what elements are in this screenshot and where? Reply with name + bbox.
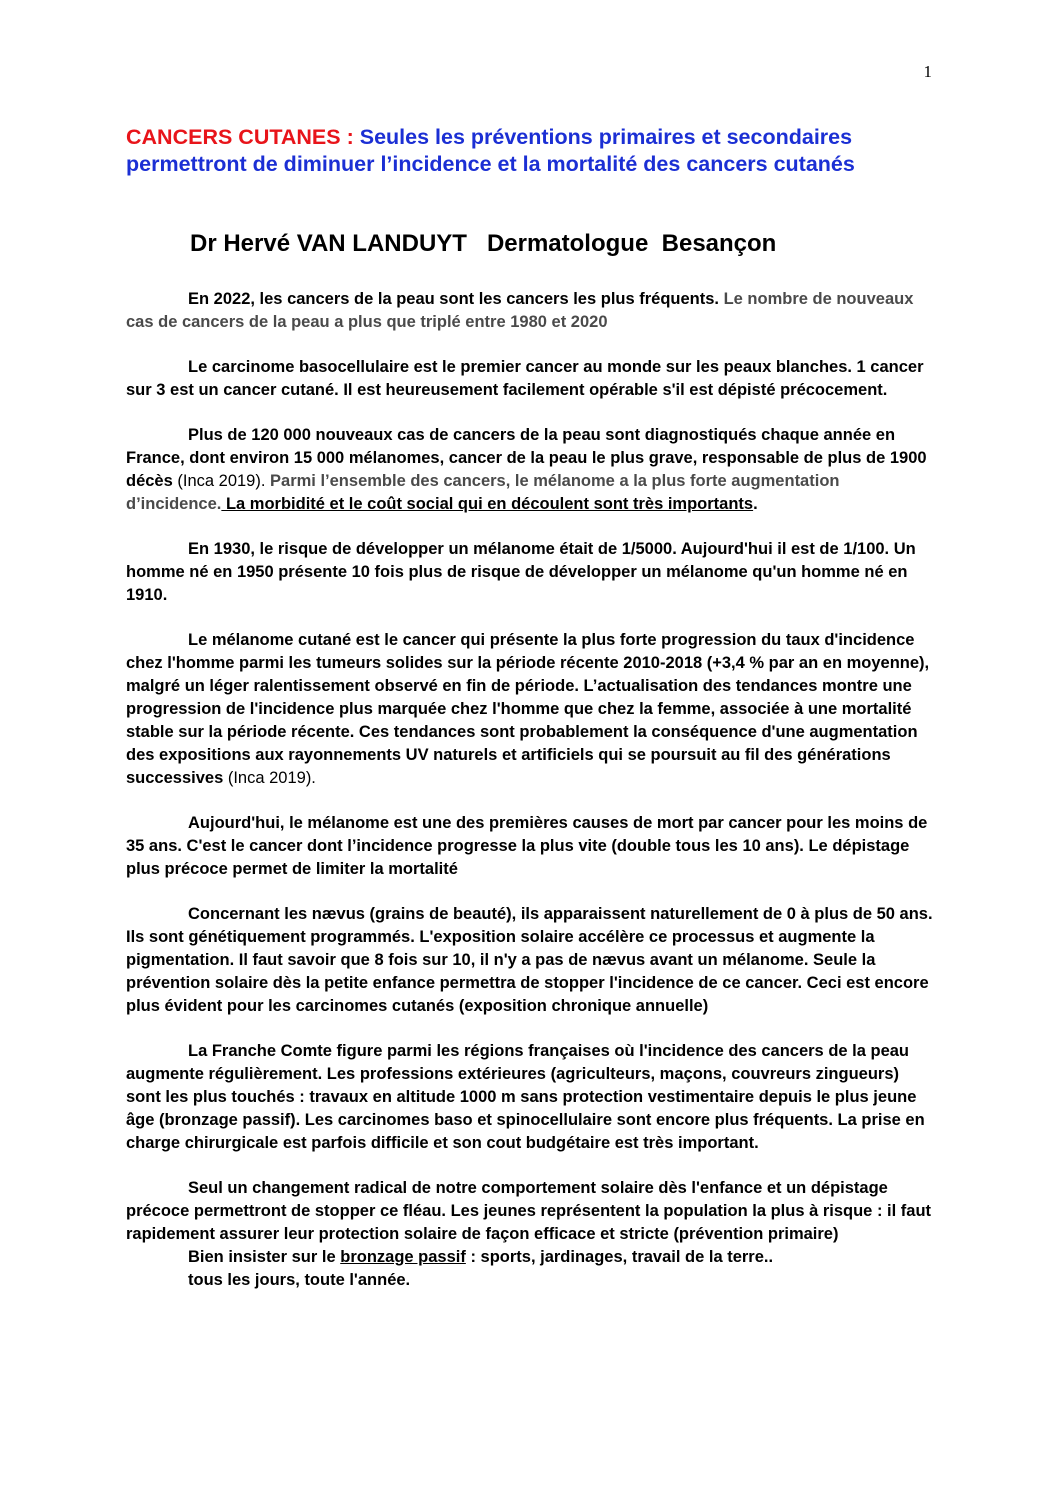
paragraph-1: En 2022, les cancers de la peau sont les cancers les plus fréquents. Le nombre de nouveaux cas de cancers de la peau a plus que triplé entre 1980 et 2020	[126, 290, 914, 331]
page-number: 1	[923, 62, 932, 81]
paragraph-8: La Franche Comte figure parmi les régions françaises où l'incidence des cancers de la peau augmente régulièrement. Les professions extérieures (agriculteurs, maçons, couvreurs zingueurs) sont les plus touchés : travaux en altitude 1000 m sans protection vestimentaire depuis le plus jeune âge (bronzage passif). Les carcinomes baso et spinocellulaire sont encore plus fréquents. La prise en charge chirurgicale est parfois difficile et son cout budgétaire est très important.	[126, 1042, 925, 1152]
paragraph-3: Plus de 120 000 nouveaux cas de cancers de la peau sont diagnostiqués chaque année en France, dont environ 15 000 mélanomes, cancer de la peau le plus grave, responsable de plus de 1900 décès (Inca 2019). Parmi l’ensemble des cancers, le mélanome a la plus forte augmentation d’incidence. La morbidité et le coût social qui en découlent sont très importants.	[126, 426, 927, 513]
paragraph-2: Le carcinome basocellulaire est le premier cancer au monde sur les peaux blanches. 1 cancer sur 3 est un cancer cutané. Il est heureusement facilement opérable s'il est dépisté précocement.	[126, 358, 924, 399]
document-title	[126, 124, 936, 178]
paragraph-9: Seul un changement radical de notre comportement solaire dès l'enfance et un dépistage précoce permettront de stopper ce fléau. Les jeunes représentent la population la plus à risque : il faut rapidement assurer leur protection solaire de façon efficace et stricte (prévention primaire)	[126, 1179, 932, 1243]
paragraph-7: Concernant les nævus (grains de beauté), ils apparaissent naturellement de 0 à plus de 50 ans. Ils sont génétiquement programmés. L'exposition solaire accélère ce processus et augmente la pigmentation. Il faut savoir que 8 fois sur 10, il n'y a pas de nævus avant un mélanome. Seule la prévention solaire dès la petite enfance permettra de stopper l'incidence de ce cancer. Ceci est encore plus évident pour les carcinomes cutanés (exposition chronique annuelle)	[126, 905, 933, 1015]
paragraph-5: Le mélanome cutané est le cancer qui présente la plus forte progression du taux d'incidence chez l'homme parmi les tumeurs solides sur la période récente 2010-2018 (+3,4 % par an en moyenne), malgré un léger ralentissement observé en fin de période. L’actualisation des tendances montre une progression de l'incidence plus marquée chez l'homme que chez la femme, associée à une mortalité stable sur la période récente. Ces tendances sont probablement la conséquence d'une augmentation des expositions aux rayonnements UV naturels et artificiels qui se poursuit au fil des générations successives (Inca 2019).	[126, 631, 930, 787]
document-body	[126, 288, 936, 1314]
paragraph-4: En 1930, le risque de développer un mélanome était de 1/5000. Aujourd'hui il est de 1/100. Un homme né en 1950 présente 10 fois plus de risque de développer un mélanome qu'un homme né en 1910.	[126, 540, 916, 604]
paragraph-10: Bien insister sur le bronzage passif : sports, jardinages, travail de la terre..	[188, 1248, 774, 1266]
paragraph-10-continued: tous les jours, toute l'année.	[188, 1271, 411, 1289]
title-separator: :	[340, 125, 360, 149]
title-subtitle: Seules les préventions primaires et secondaires permettront de diminuer l’incidence et la mortalité des cancers cutanés	[126, 125, 855, 176]
title-topic: CANCERS CUTANES	[126, 125, 341, 149]
paragraph-6: Aujourd'hui, le mélanome est une des premières causes de mort par cancer pour les moins de 35 ans. C'est le cancer dont l’incidence progresse la plus vite (double tous les 10 ans). Le dépistage plus précoce permet de limiter la mortalité	[126, 814, 928, 878]
underlined-statement: La morbidité et le coût social qui en découlent sont très importants	[221, 495, 754, 513]
underlined-term: bronzage passif	[340, 1248, 466, 1266]
author-line: Dr Hervé VAN LANDUYT Dermatologue Besançon	[190, 230, 777, 257]
